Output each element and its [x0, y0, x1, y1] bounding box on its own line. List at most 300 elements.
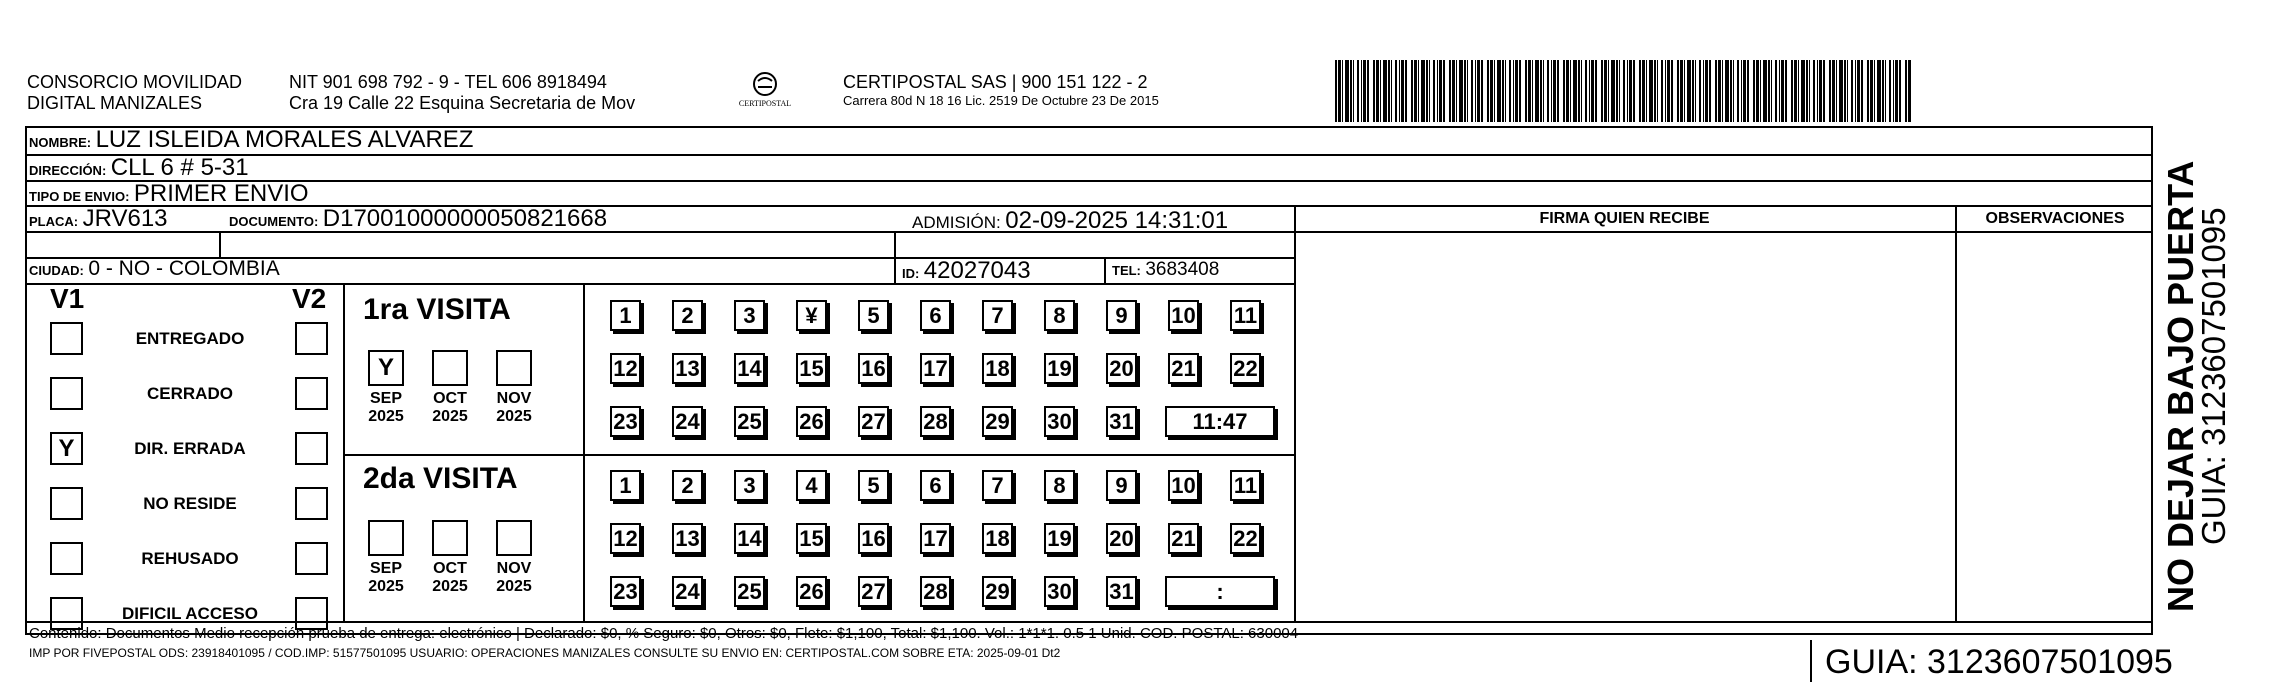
day-box[interactable]: 9	[1106, 300, 1137, 331]
barcode-bar	[1649, 60, 1653, 122]
id-label: ID:	[902, 266, 920, 281]
day-box[interactable]: 19	[1044, 523, 1075, 554]
barcode-bar	[1525, 60, 1527, 122]
barcode-bar	[1481, 60, 1483, 122]
barcode-bar	[1350, 60, 1352, 122]
barcode-bar	[1692, 60, 1694, 122]
barcode-bar	[1528, 60, 1531, 122]
row-divider	[343, 454, 1295, 456]
barcode-bar	[1823, 60, 1825, 122]
day-box[interactable]: 15	[796, 523, 827, 554]
barcode-bar	[1373, 60, 1375, 122]
barcode-bar	[1581, 60, 1582, 122]
col-divider	[1104, 257, 1106, 283]
barcode-bar	[1709, 60, 1711, 122]
barcode-bar	[1687, 60, 1691, 122]
month-label: NOV	[496, 390, 532, 407]
day-box[interactable]: 11	[1230, 300, 1261, 331]
day-box[interactable]: 16	[858, 523, 889, 554]
row-divider	[25, 621, 2153, 623]
v1-checkbox[interactable]	[50, 322, 83, 355]
day-box[interactable]: 3	[734, 470, 765, 501]
col-divider	[219, 231, 221, 257]
barcode-bar	[1725, 60, 1729, 122]
barcode-bar	[1551, 60, 1552, 122]
barcode-bar	[1380, 60, 1381, 122]
barcode-bar	[1889, 60, 1891, 122]
barcode-bar	[1589, 60, 1590, 122]
year-label: 2025	[432, 408, 468, 425]
footer-line-1: Contenido: Documentos Medio recepción prueba de entrega: electrónico | Declarado: $0, % Seguro: $0, Otros: $0, Flete: $1,100, Total: $1,100. Vol.: 1*1*1. 0.5 1 Unid. COD. POSTAL: 630004	[29, 625, 1299, 642]
day-box[interactable]: 23	[610, 576, 641, 607]
barcode-bar	[1737, 60, 1739, 122]
month-checkbox[interactable]	[496, 350, 532, 386]
day-box[interactable]: 28	[920, 576, 951, 607]
barcode-bar	[1627, 60, 1628, 122]
v1-checkbox[interactable]	[50, 377, 83, 410]
day-box[interactable]: 6	[920, 470, 951, 501]
day-box[interactable]: 19	[1044, 353, 1075, 384]
barcode-bar	[1809, 60, 1810, 122]
barcode-bar	[1443, 60, 1445, 122]
second-visit-title: 2da VISITA	[363, 462, 518, 495]
barcode-bar	[1515, 60, 1518, 122]
month-checkbox[interactable]	[432, 520, 468, 556]
v1-checkbox[interactable]: Y	[50, 432, 83, 465]
barcode-bar	[1477, 60, 1480, 122]
barcode-bar	[1874, 60, 1875, 122]
signature-area[interactable]	[1294, 233, 1955, 621]
barcode-bar	[1639, 60, 1641, 122]
day-box[interactable]: 31	[1106, 576, 1137, 607]
day-box[interactable]: 10	[1168, 470, 1199, 501]
barcode-bar	[1367, 60, 1369, 122]
nit-block	[289, 72, 635, 114]
status-label: DIR. ERRADA	[134, 439, 246, 458]
barcode-bar	[1661, 60, 1663, 122]
admision-field	[912, 207, 1228, 235]
barcode-bar	[1595, 60, 1597, 122]
barcode-bar	[1733, 60, 1734, 122]
day-box[interactable]: 30	[1044, 576, 1075, 607]
nombre-label: NOMBRE:	[29, 135, 92, 150]
barcode-bar	[1699, 60, 1701, 122]
barcode-bar	[1405, 60, 1407, 122]
day-box[interactable]: 7	[982, 300, 1013, 331]
certipostal-block	[843, 72, 1159, 109]
barcode-bar	[1905, 60, 1907, 122]
barcode-bar	[1616, 60, 1618, 122]
day-box[interactable]: 5	[858, 470, 889, 501]
barcode-bar	[1895, 60, 1898, 122]
day-box[interactable]: 20	[1106, 523, 1137, 554]
barcode-bar	[1509, 60, 1511, 122]
barcode-bar	[1801, 60, 1805, 122]
consortium-line-2: DIGITAL MANIZALES	[27, 93, 203, 113]
day-box[interactable]: 2	[672, 470, 703, 501]
day-box[interactable]: 29	[982, 576, 1013, 607]
nombre-row	[29, 126, 473, 154]
tel-value: 3683408	[1145, 259, 1220, 280]
day-box[interactable]: 27	[858, 406, 889, 437]
observaciones-area[interactable]	[1957, 233, 2153, 621]
barcode-bar	[1763, 60, 1767, 122]
certipostal-line-1: CERTIPOSTAL SAS | 900 151 122 - 2	[843, 72, 1148, 92]
barcode-bar	[1855, 60, 1856, 122]
barcode-bar	[1619, 60, 1620, 122]
barcode-bar	[1401, 60, 1404, 122]
barcode-bar	[1421, 60, 1425, 122]
barcode-bar	[1671, 60, 1673, 122]
barcode-bar	[1475, 60, 1476, 122]
guia-vertical: GUIA: 3123607501095	[2195, 207, 2232, 545]
day-box[interactable]: 14	[734, 353, 765, 384]
day-box[interactable]: 18	[982, 353, 1013, 384]
barcode-bar	[1857, 60, 1860, 122]
barcode-bar	[1502, 60, 1504, 122]
month-checkbox[interactable]	[368, 520, 404, 556]
barcode-bar	[1429, 60, 1430, 122]
day-box[interactable]: 25	[734, 576, 765, 607]
barcode-bar	[1768, 60, 1770, 122]
barcode-bar	[1585, 60, 1587, 122]
barcode-bar	[1353, 60, 1354, 122]
day-box[interactable]: 8	[1044, 470, 1075, 501]
barcode-bar	[1646, 60, 1647, 122]
status-label: CERRADO	[147, 384, 233, 403]
day-box[interactable]: 22	[1230, 353, 1261, 384]
day-box[interactable]: 1	[610, 300, 641, 331]
year-label: 2025	[368, 578, 404, 595]
barcode-bar	[1705, 60, 1708, 122]
year-label: 2025	[368, 408, 404, 425]
col-divider	[583, 283, 585, 621]
barcode-bar	[1836, 60, 1837, 122]
placa-field	[29, 205, 168, 233]
id-value: 42027043	[923, 257, 1031, 284]
v2-checkbox[interactable]	[295, 322, 328, 355]
direccion-value: CLL 6 # 5-31	[110, 154, 249, 181]
barcode-bar	[1680, 60, 1683, 122]
barcode-bar	[1684, 60, 1685, 122]
barcode-bar	[1882, 60, 1884, 122]
barcode-bar	[1449, 60, 1451, 122]
barcode-bar	[1388, 60, 1390, 122]
barcode-bar	[1335, 60, 1337, 122]
barcode-bar	[1760, 60, 1761, 122]
barcode-bar	[1817, 60, 1818, 122]
barcode-bar	[1753, 60, 1755, 122]
documento-field	[229, 205, 607, 233]
barcode-bar	[1505, 60, 1506, 122]
barcode-bar	[1540, 60, 1542, 122]
placa-value: JRV613	[82, 205, 168, 232]
barcode-bar	[1411, 60, 1413, 122]
month-label: OCT	[433, 560, 467, 577]
day-box[interactable]: 18	[982, 523, 1013, 554]
barcode-bar	[1771, 60, 1772, 122]
v2-checkbox[interactable]	[295, 432, 328, 465]
barcode-bar	[1839, 60, 1843, 122]
barcode-bar	[1519, 60, 1521, 122]
tipo-envio-value: PRIMER ENVIO	[133, 180, 309, 207]
barcode-bar	[1391, 60, 1392, 122]
barcode-bar	[1747, 60, 1749, 122]
barcode-bar	[1813, 60, 1815, 122]
barcode-bar	[1867, 60, 1869, 122]
day-box[interactable]: 23	[610, 406, 641, 437]
ciudad-label: CIUDAD:	[29, 263, 84, 278]
barcode-bar	[1611, 60, 1615, 122]
consortium-name	[27, 72, 242, 114]
status-label: DIFICIL ACCESO	[121, 604, 258, 623]
status-label: REHUSADO	[141, 549, 239, 568]
month-checkbox[interactable]	[432, 350, 468, 386]
barcode-bar	[1357, 60, 1359, 122]
barcode-bar	[1844, 60, 1846, 122]
v2-label: V2	[292, 283, 327, 314]
day-box[interactable]: 25	[734, 406, 765, 437]
day-box[interactable]: 11	[1230, 470, 1261, 501]
barcode-bar	[1464, 60, 1466, 122]
certipostal-line-2: Carrera 80d N 18 16 Lic. 2519 De Octubre 23 De 2015	[843, 93, 1159, 108]
barcode-bar	[1591, 60, 1594, 122]
barcode-bar	[1722, 60, 1723, 122]
barcode-bar	[1703, 60, 1704, 122]
day-box[interactable]: 24	[672, 406, 703, 437]
day-box[interactable]: 9	[1106, 470, 1137, 501]
barcode-bar	[1383, 60, 1387, 122]
admision-label: ADMISIÓN:	[912, 213, 1001, 232]
barcode-bar	[1563, 60, 1565, 122]
barcode-bar	[1414, 60, 1417, 122]
status-label: NO RESIDE	[143, 494, 237, 513]
ciudad-value: 0 - NO - COLOMBIA	[88, 257, 280, 280]
barcode-bar	[1467, 60, 1468, 122]
day-box[interactable]: 21	[1168, 353, 1199, 384]
barcode-bar	[1819, 60, 1822, 122]
v1-checkbox[interactable]	[50, 487, 83, 520]
barcode-bar	[1532, 60, 1533, 122]
barcode-bar	[1779, 60, 1780, 122]
day-box[interactable]: 1	[610, 470, 641, 501]
barcode-bar	[1487, 60, 1489, 122]
barcode-bar	[1363, 60, 1366, 122]
barcode-bar	[1418, 60, 1419, 122]
barcode-bar	[1601, 60, 1603, 122]
month-label: SEP	[369, 560, 402, 577]
day-box[interactable]: 6	[920, 300, 951, 331]
day-box[interactable]: 22	[1230, 523, 1261, 554]
barcode-bar	[1695, 60, 1696, 122]
day-box[interactable]: ¥	[796, 300, 827, 331]
day-box[interactable]: 31	[1106, 406, 1137, 437]
ciudad-field	[29, 257, 280, 281]
day-box[interactable]: 13	[672, 353, 703, 384]
barcode-bar	[1667, 60, 1670, 122]
nombre-value: LUZ ISLEIDA MORALES ALVAREZ	[95, 126, 474, 153]
day-box[interactable]: 4	[796, 470, 827, 501]
barcode-bar	[1756, 60, 1759, 122]
day-box[interactable]: 29	[982, 406, 1013, 437]
v1-checkbox[interactable]	[50, 542, 83, 575]
day-box[interactable]: 12	[610, 523, 641, 554]
col-divider	[343, 283, 345, 621]
barcode-bar	[1715, 60, 1717, 122]
day-box[interactable]: 13	[672, 523, 703, 554]
month-label: OCT	[433, 390, 467, 407]
documento-label: DOCUMENTO:	[229, 214, 319, 229]
documento-value: D17001000000050821668	[322, 205, 608, 232]
day-box[interactable]: 28	[920, 406, 951, 437]
id-field	[902, 257, 1031, 285]
day-box[interactable]: 3	[734, 300, 765, 331]
barcode-bar	[1497, 60, 1501, 122]
barcode-bar	[1433, 60, 1435, 122]
footer-line-2: IMP POR FIVEPOSTAL ODS: 23918401095 / COD.IMP: 51577501095 USUARIO: OPERACIONES MANIZALES CONSULTE SU ENVIO EN: CERTIPOSTAL.COM SOBRE ETA: 2025-09-01 Dt2	[29, 646, 1061, 660]
barcode-bar	[1654, 60, 1656, 122]
barcode-bar	[1573, 60, 1577, 122]
nit-line-2: Cra 19 Calle 22 Esquina Secretaria de Mov	[289, 93, 636, 113]
barcode-bar	[1741, 60, 1742, 122]
barcode-bar	[1608, 60, 1609, 122]
row-divider	[25, 180, 2153, 182]
barcode-bar	[1570, 60, 1571, 122]
barcode-bar	[1832, 60, 1835, 122]
year-label: 2025	[432, 578, 468, 595]
day-box[interactable]: 30	[1044, 406, 1075, 437]
firma-header: FIRMA QUIEN RECIBE	[1539, 210, 1710, 227]
barcode-bar	[1513, 60, 1514, 122]
placa-label: PLACA:	[29, 214, 79, 229]
barcode-bar	[1494, 60, 1495, 122]
barcode-bar	[1361, 60, 1362, 122]
certipostal-logo	[735, 70, 795, 110]
day-box[interactable]: 21	[1168, 523, 1199, 554]
month-checkbox[interactable]: Y	[368, 350, 404, 386]
time-box[interactable]: 11:47	[1165, 406, 1275, 437]
barcode-bar	[1785, 60, 1787, 122]
barcode-bar	[1861, 60, 1863, 122]
barcode-bar	[1543, 60, 1544, 122]
day-box[interactable]: 26	[796, 576, 827, 607]
barcode-bar	[1471, 60, 1473, 122]
direccion-row	[29, 154, 249, 182]
certipostal-logo-icon	[735, 70, 795, 110]
day-box[interactable]: 8	[1044, 300, 1075, 331]
barcode-bar	[1870, 60, 1873, 122]
observaciones-header: OBSERVACIONES	[1985, 210, 2125, 227]
barcode-bar	[1623, 60, 1625, 122]
day-box[interactable]: 20	[1106, 353, 1137, 384]
barcode-bar	[1677, 60, 1679, 122]
day-box[interactable]: 17	[920, 523, 951, 554]
barcode-bar	[1851, 60, 1853, 122]
barcode-bar	[1490, 60, 1493, 122]
barcode-bar	[1437, 60, 1438, 122]
guia-bottom: GUIA: 3123607501095	[1825, 643, 2173, 681]
barcode-bar	[1775, 60, 1777, 122]
first-visit-title: 1ra VISITA	[363, 293, 511, 326]
month-label: NOV	[496, 560, 532, 577]
day-box[interactable]: 14	[734, 523, 765, 554]
year-label: 2025	[496, 408, 532, 425]
barcode-bar	[1806, 60, 1808, 122]
day-box[interactable]: 24	[672, 576, 703, 607]
v2-checkbox[interactable]	[295, 377, 328, 410]
day-box[interactable]: 10	[1168, 300, 1199, 331]
guia-bottom-divider	[1810, 640, 1812, 682]
no-dejar-bajo-puerta: NO DEJAR BAJO PUERTA	[2160, 160, 2201, 612]
day-box[interactable]: 27	[858, 576, 889, 607]
day-box[interactable]: 17	[920, 353, 951, 384]
day-box[interactable]: 12	[610, 353, 641, 384]
barcode-bar	[1604, 60, 1607, 122]
v2-checkbox[interactable]	[295, 542, 328, 575]
barcode-bar	[1345, 60, 1349, 122]
barcode-bar	[1791, 60, 1793, 122]
day-box[interactable]: 5	[858, 300, 889, 331]
barcode-bar	[1459, 60, 1463, 122]
barcode-bar	[1847, 60, 1848, 122]
barcode-bar	[1665, 60, 1666, 122]
barcode-bar	[1899, 60, 1901, 122]
barcode-bar	[1730, 60, 1732, 122]
barcode-graphic	[1335, 60, 1915, 122]
day-box[interactable]: 7	[982, 470, 1013, 501]
v2-checkbox[interactable]	[295, 487, 328, 520]
status-label: ENTREGADO	[135, 329, 245, 348]
barcode-bar	[1395, 60, 1397, 122]
day-box[interactable]: 2	[672, 300, 703, 331]
barcode-bar	[1452, 60, 1455, 122]
barcode-bar	[1578, 60, 1580, 122]
row-divider	[25, 154, 2153, 156]
month-checkbox[interactable]	[496, 520, 532, 556]
barcode-bar	[1439, 60, 1442, 122]
barcode-bar	[1743, 60, 1746, 122]
year-label: 2025	[496, 578, 532, 595]
col-divider	[894, 231, 896, 283]
day-box[interactable]: 26	[796, 406, 827, 437]
barcode-bar	[1553, 60, 1556, 122]
barcode-bar	[1426, 60, 1428, 122]
day-box[interactable]: 15	[796, 353, 827, 384]
nit-line-1: NIT 901 698 792 - 9 - TEL 606 8918494	[289, 72, 607, 92]
tel-label: TEL:	[1112, 263, 1141, 278]
tipo-envio-row	[29, 180, 309, 208]
barcode-bar	[1781, 60, 1784, 122]
barcode	[1335, 60, 1915, 122]
barcode-bar	[1566, 60, 1569, 122]
barcode-bar	[1829, 60, 1831, 122]
barcode-bar	[1342, 60, 1343, 122]
barcode-bar	[1885, 60, 1886, 122]
admision-value: 02-09-2025 14:31:01	[1005, 207, 1229, 234]
barcode-bar	[1908, 60, 1911, 122]
barcode-bar	[1535, 60, 1539, 122]
barcode-bar	[1557, 60, 1559, 122]
barcode-bar	[1633, 60, 1635, 122]
barcode-bar	[1547, 60, 1549, 122]
time-box[interactable]: :	[1165, 576, 1275, 607]
tipo-envio-label: TIPO DE ENVIO:	[29, 189, 130, 204]
barcode-bar	[1718, 60, 1721, 122]
barcode-bar	[1399, 60, 1400, 122]
barcode-bar	[1642, 60, 1645, 122]
day-box[interactable]: 16	[858, 353, 889, 384]
svg-text:CERTIPOSTAL: CERTIPOSTAL	[738, 99, 792, 108]
